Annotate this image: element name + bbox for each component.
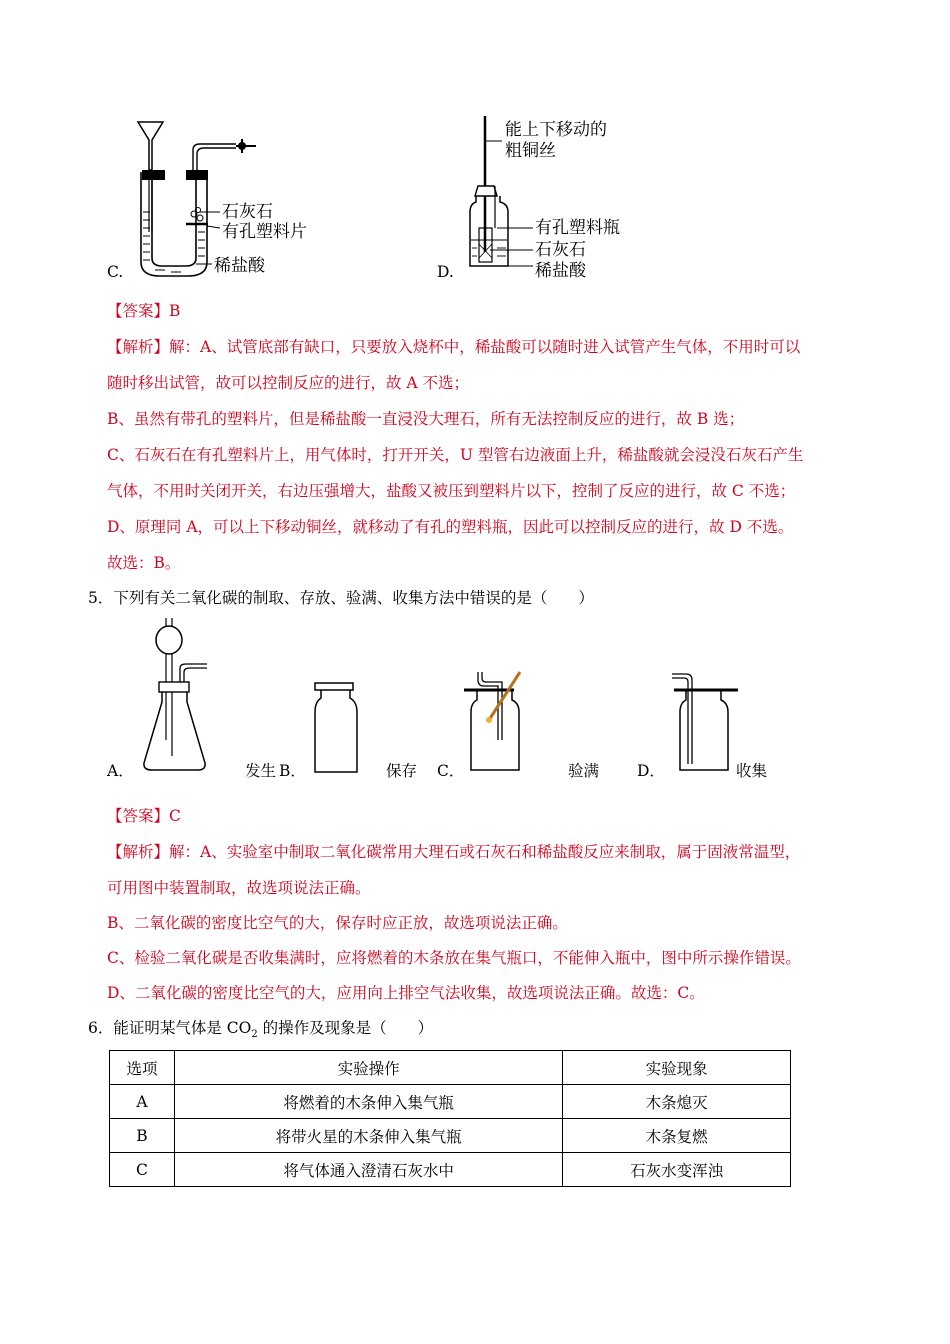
option-letter-d: D. bbox=[437, 263, 454, 281]
answer-value: B bbox=[169, 302, 181, 320]
q5-question: 5．下列有关二氧化碳的制取、存放、验满、收集方法中错误的是（ ） bbox=[88, 589, 594, 607]
q5-option-b-letter: B． bbox=[279, 762, 306, 780]
q6-question-suffix: 的操作及现象是（ ） bbox=[257, 1019, 434, 1037]
q5-option-d-caption: 收集 bbox=[736, 762, 768, 780]
option-letter-c: C. bbox=[107, 263, 124, 281]
table-header-cell: 选项 bbox=[110, 1051, 175, 1085]
table-row bbox=[110, 1119, 791, 1153]
q6-question bbox=[88, 1018, 433, 1045]
label-movable-wire-line2: 粗铜丝 bbox=[505, 141, 556, 161]
q4-analysis-line-3: B、虽然有带孔的塑料片，但是稀盐酸一直浸没大理石，所有无法控制反应的进行，故 B 选； bbox=[107, 410, 745, 428]
q5-option-c-letter: C． bbox=[437, 762, 465, 780]
q5-option-a-caption: 发生 bbox=[245, 762, 277, 780]
answer-label: 【答案】 bbox=[107, 807, 170, 825]
analysis-text: 解：A、实验室中制取二氧化碳常用大理石或石灰石和稀盐酸反应来制取，属于固液常温型， bbox=[169, 843, 801, 861]
q4-analysis-line-7: 故选：B。 bbox=[107, 554, 181, 572]
q5-analysis-line-1 bbox=[107, 842, 800, 862]
table-header-cell: 实验操作 bbox=[174, 1051, 562, 1085]
label-limestone-d: 石灰石 bbox=[535, 240, 586, 260]
table-header-cell: 实验现象 bbox=[563, 1051, 791, 1085]
q4-analysis-line-1 bbox=[107, 337, 800, 357]
q5-analysis-line-3: B、二氧化碳的密度比空气的大，保存时应正放，故选项说法正确。 bbox=[107, 914, 568, 932]
table-header-row bbox=[110, 1051, 791, 1085]
q4-analysis-line-5: 气体，不用时关闭开关，右边压强增大，盐酸又被压到塑料片以下，控制了反应的进行，故 C 不选； bbox=[107, 482, 796, 500]
q4-answer bbox=[107, 301, 180, 321]
table-cell: 石灰水变浑浊 bbox=[563, 1153, 791, 1187]
analysis-label: 【解析】 bbox=[107, 338, 170, 356]
table-row bbox=[110, 1153, 791, 1187]
table-cell: 将带火星的木条伸入集气瓶 bbox=[174, 1119, 562, 1153]
table-row bbox=[110, 1085, 791, 1119]
table-cell: 木条熄灭 bbox=[563, 1085, 791, 1119]
q5-option-d-letter: D． bbox=[637, 762, 665, 780]
q5-option-b-caption: 保存 bbox=[386, 762, 418, 780]
q4-analysis-line-4: C、石灰石在有孔塑料片上，用气体时，打开开关，U 型管右边液面上升，稀盐酸就会浸没石灰石产生 bbox=[107, 446, 804, 464]
q5-analysis-line-2: 可用图中装置制取，故选项说法正确。 bbox=[107, 879, 371, 897]
q4-analysis-line-2: 随时移出试管，故可以控制反应的进行，故 A 不选； bbox=[107, 374, 470, 392]
q5-analysis-line-5: D、二氧化碳的密度比空气的大，应用向上排空气法收集，故选项说法正确。故选：C。 bbox=[107, 984, 705, 1002]
q5-option-c-caption: 验满 bbox=[568, 762, 600, 780]
q4-analysis-line-6: D、原理同 A，可以上下移动铜丝，就移动了有孔的塑料瓶，因此可以控制反应的进行，故 D 不选。 bbox=[107, 518, 794, 536]
table-cell: C bbox=[110, 1153, 175, 1187]
answer-value: C bbox=[169, 807, 181, 825]
analysis-label: 【解析】 bbox=[107, 843, 170, 861]
label-movable-wire-line1: 能上下移动的 bbox=[505, 120, 607, 140]
table-cell: A bbox=[110, 1085, 175, 1119]
q5-answer bbox=[107, 806, 181, 826]
answer-label: 【答案】 bbox=[107, 302, 170, 320]
table-cell: 将燃着的木条伸入集气瓶 bbox=[174, 1085, 562, 1119]
table-cell: 木条复燃 bbox=[563, 1119, 791, 1153]
label-limestone-c: 石灰石 bbox=[222, 202, 273, 222]
analysis-text: 解：A、试管底部有缺口，只要放入烧杯中，稀盐酸可以随时进入试管产生气体，不用时可以 bbox=[169, 338, 801, 356]
table-cell: B bbox=[110, 1119, 175, 1153]
label-dilute-hcl-c: 稀盐酸 bbox=[214, 256, 265, 276]
q6-question-prefix: 6．能证明某气体是 CO bbox=[88, 1019, 252, 1037]
q5-analysis-line-4: C、检验二氧化碳是否收集满时，应将燃着的木条放在集气瓶口，不能伸入瓶中，图中所示操作错误。 bbox=[107, 949, 801, 967]
label-dilute-hcl-d: 稀盐酸 bbox=[535, 261, 586, 281]
label-perforated-bottle-d: 有孔塑料瓶 bbox=[535, 218, 620, 238]
table-cell: 将气体通入澄清石灰水中 bbox=[174, 1153, 562, 1187]
q5-option-a-letter: A． bbox=[107, 762, 134, 780]
q6-options-table bbox=[109, 1050, 791, 1187]
label-perforated-plate-c: 有孔塑料片 bbox=[222, 222, 307, 242]
q6-question-subscript: 2 bbox=[251, 1029, 258, 1041]
